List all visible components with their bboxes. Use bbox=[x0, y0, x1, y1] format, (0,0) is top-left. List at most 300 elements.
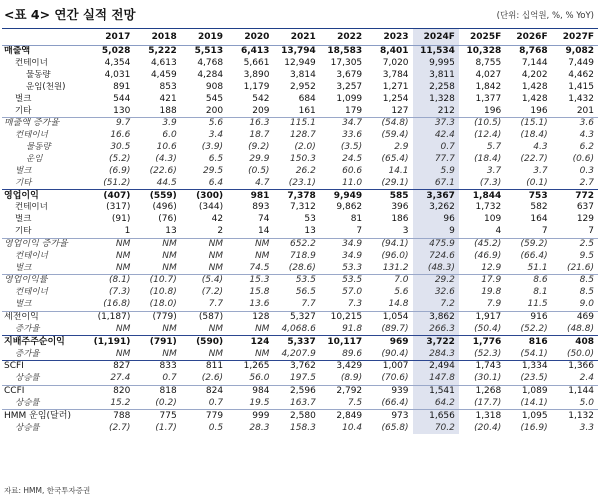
cell-value: 10.6 bbox=[156, 142, 177, 153]
cell-value: (65.4) bbox=[381, 154, 409, 165]
cell-value: NM bbox=[88, 238, 134, 250]
cell-value: 4.7 bbox=[255, 177, 270, 188]
row-label: 물동량 bbox=[26, 70, 51, 81]
cell-value: 1,271 bbox=[382, 81, 409, 92]
cell-value: 6,413 bbox=[227, 46, 273, 58]
cell-value: (4.3) bbox=[155, 154, 177, 165]
year-header: 2020 bbox=[227, 29, 273, 46]
row-label: 컨테이너 bbox=[15, 250, 48, 261]
cell-value: (7.3) bbox=[109, 287, 131, 298]
table-row bbox=[2, 214, 598, 226]
table-row bbox=[2, 82, 598, 94]
cell-value: (89.7) bbox=[381, 323, 409, 334]
cell-value: 9.5 bbox=[579, 250, 594, 261]
cell-value: 96 bbox=[413, 214, 459, 226]
cell-value: 30.5 bbox=[110, 142, 131, 153]
cell-value: 74 bbox=[257, 214, 270, 225]
cell-value: (45.2) bbox=[459, 238, 505, 250]
cell-value: 5,222 bbox=[134, 46, 180, 58]
table-row bbox=[2, 190, 598, 202]
cell-value: 1,656 bbox=[413, 410, 459, 422]
cell-value: 53.3 bbox=[342, 262, 363, 273]
cell-value: 1,144 bbox=[552, 385, 598, 397]
year-header: 2023 bbox=[366, 29, 412, 46]
cell-value: 1,428 bbox=[521, 81, 548, 92]
table-row bbox=[2, 202, 598, 214]
year-header: 2019 bbox=[181, 29, 227, 46]
table-row bbox=[2, 177, 598, 189]
cell-value: (779) bbox=[134, 311, 180, 323]
cell-value: 544 bbox=[113, 93, 131, 104]
cell-value: 74.5 bbox=[249, 262, 270, 273]
cell-value: 34.7 bbox=[320, 118, 366, 130]
table-row bbox=[2, 385, 598, 397]
cell-value: 3,262 bbox=[413, 202, 459, 214]
cell-value: NM bbox=[208, 323, 224, 334]
cell-value: (30.1) bbox=[474, 373, 502, 384]
cell-value: 4,068.6 bbox=[281, 323, 316, 334]
cell-value: 3,811 bbox=[413, 70, 459, 82]
cell-value: 853 bbox=[159, 81, 177, 92]
cell-value: 14.1 bbox=[388, 165, 409, 176]
cell-value: 7,144 bbox=[521, 58, 548, 69]
cell-value: 179 bbox=[344, 105, 363, 116]
cell-value: 15.2 bbox=[110, 397, 131, 408]
cell-value: 9 bbox=[413, 226, 459, 238]
cell-value: 4.3 bbox=[533, 142, 548, 153]
annual-earnings-table bbox=[2, 28, 598, 434]
table-row bbox=[2, 165, 598, 177]
row-label: 매출액 증가율 bbox=[2, 118, 88, 130]
cell-value: (791) bbox=[134, 336, 180, 348]
cell-value: 5.7 bbox=[486, 142, 502, 153]
table-row bbox=[2, 422, 598, 434]
cell-value: (16.8) bbox=[103, 299, 131, 310]
table-row bbox=[2, 70, 598, 82]
year-header: 2022 bbox=[320, 29, 366, 46]
cell-value: 3.9 bbox=[134, 118, 180, 130]
cell-value: (3.5) bbox=[340, 142, 363, 153]
cell-value: 24.5 bbox=[342, 154, 363, 165]
cell-value: 60.6 bbox=[342, 165, 363, 176]
cell-value: 7.7 bbox=[208, 299, 224, 310]
table-row bbox=[2, 250, 598, 262]
table-row bbox=[2, 323, 598, 335]
cell-value: 4,613 bbox=[150, 58, 177, 69]
cell-value: 128.7 bbox=[290, 130, 316, 141]
table-body bbox=[2, 46, 598, 435]
cell-value: NM bbox=[254, 348, 270, 359]
cell-value: 10.4 bbox=[342, 422, 363, 433]
cell-value: 1,428 bbox=[521, 93, 548, 104]
row-label: 벌크 bbox=[15, 299, 32, 310]
cell-value: (14.1) bbox=[520, 397, 548, 408]
cell-value: 4,459 bbox=[150, 70, 177, 81]
cell-value: 1,132 bbox=[552, 410, 598, 422]
cell-value: 2,580 bbox=[273, 410, 319, 422]
table-row bbox=[2, 336, 598, 348]
year-header: 2018 bbox=[134, 29, 180, 46]
row-label: 컨테이너 bbox=[15, 58, 48, 69]
cell-value: 209 bbox=[252, 105, 270, 116]
cell-value: (9.2) bbox=[248, 142, 270, 153]
cell-value: 1,265 bbox=[227, 360, 273, 372]
cell-value: 9,949 bbox=[320, 190, 366, 202]
row-label: 벌크 bbox=[15, 165, 32, 176]
cell-value: 53 bbox=[304, 214, 316, 225]
cell-value: 2 bbox=[217, 226, 224, 237]
cell-value: 13,794 bbox=[273, 46, 319, 58]
cell-value: 7 bbox=[356, 226, 363, 237]
cell-value: 718.9 bbox=[290, 250, 316, 261]
cell-value: 1,415 bbox=[568, 81, 594, 92]
cell-value: 4,207.9 bbox=[281, 348, 316, 359]
cell-value: 1,318 bbox=[459, 410, 505, 422]
row-label: 매출액 bbox=[2, 46, 88, 58]
cell-value: 469 bbox=[552, 311, 598, 323]
cell-value: (8.9) bbox=[340, 373, 363, 384]
cell-value: 5,513 bbox=[181, 46, 227, 58]
cell-value: 3.7 bbox=[486, 165, 502, 176]
cell-value: NM bbox=[162, 348, 177, 359]
cell-value: (10.8) bbox=[149, 287, 177, 298]
table-row bbox=[2, 58, 598, 70]
cell-value: NM bbox=[115, 250, 131, 261]
cell-value: 1 bbox=[124, 226, 131, 237]
cell-value: 188 bbox=[159, 105, 177, 116]
cell-value: 186 bbox=[391, 214, 409, 225]
cell-value: 13 bbox=[304, 226, 316, 237]
cell-value: (0.6) bbox=[572, 154, 594, 165]
row-label: 증가율 bbox=[15, 323, 40, 334]
cell-value: 7,312 bbox=[290, 202, 316, 213]
table-row bbox=[2, 130, 598, 142]
cell-value: (50.0) bbox=[566, 348, 594, 359]
cell-value: 4,284 bbox=[197, 70, 224, 81]
cell-value: 585 bbox=[366, 190, 412, 202]
cell-value: 824 bbox=[181, 385, 227, 397]
cell-value: 2,596 bbox=[273, 385, 319, 397]
cell-value: 196 bbox=[530, 105, 548, 116]
cell-value: 4.3 bbox=[579, 130, 594, 141]
cell-value: (496) bbox=[152, 202, 177, 213]
cell-value: (54.8) bbox=[366, 118, 412, 130]
cell-value: (20.4) bbox=[474, 422, 502, 433]
cell-value: 5,337 bbox=[273, 336, 319, 348]
cell-value: (28.6) bbox=[288, 262, 316, 273]
cell-value: 833 bbox=[134, 360, 180, 372]
cell-value: 7.5 bbox=[347, 397, 363, 408]
cell-value: NM bbox=[115, 262, 131, 273]
cell-value: 67.1 bbox=[413, 177, 459, 189]
cell-value: 8.6 bbox=[505, 275, 551, 287]
cell-value: 6.2 bbox=[579, 142, 594, 153]
cell-value: 16.3 bbox=[227, 118, 273, 130]
cell-value: 3.3 bbox=[579, 422, 594, 433]
cell-value: (70.6) bbox=[381, 373, 409, 384]
cell-value: (17.7) bbox=[474, 397, 502, 408]
row-label: 벌크 bbox=[15, 214, 32, 225]
cell-value: (1,187) bbox=[88, 311, 134, 323]
cell-value: 129 bbox=[576, 214, 594, 225]
table-row bbox=[2, 397, 598, 409]
cell-value: 8.1 bbox=[533, 287, 548, 298]
cell-value: 4 bbox=[495, 226, 502, 237]
cell-value: 5.6 bbox=[394, 287, 409, 298]
cell-value: 2.5 bbox=[552, 238, 598, 250]
cell-value: (5.2) bbox=[109, 154, 131, 165]
cell-value: 15.8 bbox=[249, 287, 270, 298]
cell-value: 19.8 bbox=[481, 287, 502, 298]
cell-value: 3.7 bbox=[533, 165, 548, 176]
cell-value: 5.0 bbox=[579, 397, 594, 408]
cell-value: NM bbox=[134, 238, 180, 250]
cell-value: 5.9 bbox=[413, 165, 459, 177]
cell-value: 11.0 bbox=[342, 177, 363, 188]
cell-value: 91.8 bbox=[342, 323, 363, 334]
cell-value: (65.8) bbox=[381, 422, 409, 433]
cell-value: (48.3) bbox=[413, 262, 459, 274]
table-row bbox=[2, 118, 598, 130]
cell-value: 684 bbox=[298, 93, 316, 104]
row-label: 컨테이너 bbox=[15, 202, 48, 213]
cell-value: (23.5) bbox=[520, 373, 548, 384]
cell-value: 1,268 bbox=[459, 385, 505, 397]
cell-value: 8,768 bbox=[505, 46, 551, 58]
cell-value: (50.4) bbox=[474, 323, 502, 334]
cell-value: 163.7 bbox=[290, 397, 316, 408]
cell-value: (18.4) bbox=[474, 154, 502, 165]
cell-value: 5,028 bbox=[88, 46, 134, 58]
cell-value: 3,862 bbox=[413, 311, 459, 323]
cell-value: 827 bbox=[88, 360, 134, 372]
cell-value: 816 bbox=[505, 336, 551, 348]
unit-note: (단위: 십억원, %, % YoY) bbox=[496, 11, 594, 21]
cell-value: 9.7 bbox=[88, 118, 134, 130]
cell-value: 0.3 bbox=[579, 165, 594, 176]
cell-value: 2,849 bbox=[320, 410, 366, 422]
cell-value: 10,215 bbox=[320, 311, 366, 323]
cell-value: (0.2) bbox=[155, 397, 177, 408]
cell-value: (2.6) bbox=[201, 373, 224, 384]
cell-value: (59.2) bbox=[505, 238, 551, 250]
row-label: 상승률 bbox=[15, 422, 40, 433]
cell-value: 652.2 bbox=[273, 238, 319, 250]
cell-value: 11,534 bbox=[413, 46, 459, 58]
cell-value: 3,367 bbox=[413, 190, 459, 202]
cell-value: 127 bbox=[391, 105, 409, 116]
cell-value: 64.2 bbox=[413, 397, 459, 409]
cell-value: 396 bbox=[391, 202, 409, 213]
cell-value: 8,755 bbox=[475, 58, 502, 69]
cell-value: 811 bbox=[181, 360, 227, 372]
cell-value: 753 bbox=[505, 190, 551, 202]
cell-value: 1,842 bbox=[475, 81, 502, 92]
cell-value: (15.1) bbox=[505, 118, 551, 130]
year-header: 2017 bbox=[88, 29, 134, 46]
cell-value: 3.6 bbox=[552, 118, 598, 130]
cell-value: 582 bbox=[530, 202, 548, 213]
cell-value: 775 bbox=[134, 410, 180, 422]
cell-value: 1,377 bbox=[475, 93, 502, 104]
cell-value: 33.6 bbox=[342, 130, 363, 141]
cell-value: (0.1) bbox=[526, 177, 548, 188]
cell-value: 0.5 bbox=[208, 422, 224, 433]
cell-value: (559) bbox=[134, 190, 180, 202]
cell-value: 26.2 bbox=[295, 165, 316, 176]
cell-value: 1,432 bbox=[568, 93, 594, 104]
cell-value: (96.0) bbox=[381, 250, 409, 261]
table-row bbox=[2, 238, 598, 250]
cell-value: 916 bbox=[505, 311, 551, 323]
cell-value: 3 bbox=[402, 226, 409, 237]
cell-value: 44.5 bbox=[156, 177, 177, 188]
cell-value: NM bbox=[162, 323, 177, 334]
cell-value: 201 bbox=[576, 105, 594, 116]
cell-value: 17.9 bbox=[459, 275, 505, 287]
cell-value: 37.3 bbox=[413, 118, 459, 130]
cell-value: 14 bbox=[257, 226, 270, 237]
table-row bbox=[2, 348, 598, 360]
cell-value: (52.3) bbox=[474, 348, 502, 359]
cell-value: 1,254 bbox=[382, 93, 409, 104]
cell-value: 779 bbox=[181, 410, 227, 422]
cell-value: NM bbox=[227, 238, 273, 250]
cell-value: 2,952 bbox=[290, 81, 316, 92]
cell-value: 161 bbox=[298, 105, 316, 116]
cell-value: 4,027 bbox=[475, 70, 502, 81]
year-header-forecast: 2027F bbox=[552, 29, 598, 46]
cell-value: (23.1) bbox=[288, 177, 316, 188]
cell-value: (90.4) bbox=[381, 348, 409, 359]
cell-value: 7,020 bbox=[382, 58, 409, 69]
cell-value: NM bbox=[115, 348, 131, 359]
cell-value: 3,679 bbox=[336, 70, 363, 81]
row-label: HMM 운임(달러) bbox=[2, 410, 88, 422]
row-label: 영업이익률 bbox=[2, 275, 88, 287]
cell-value: 0.7 bbox=[208, 397, 224, 408]
cell-value: 3.4 bbox=[208, 130, 224, 141]
cell-value: 16.6 bbox=[110, 130, 131, 141]
cell-value: 772 bbox=[552, 190, 598, 202]
cell-value: 5,661 bbox=[243, 58, 270, 69]
cell-value: 1,743 bbox=[459, 360, 505, 372]
cell-value: NM bbox=[115, 323, 131, 334]
cell-value: 10,328 bbox=[459, 46, 505, 58]
cell-value: 8.5 bbox=[579, 287, 594, 298]
cell-value: (18.4) bbox=[520, 130, 548, 141]
cell-value: 1,917 bbox=[459, 311, 505, 323]
cell-value: 908 bbox=[205, 81, 224, 92]
cell-value: (1.7) bbox=[155, 422, 177, 433]
cell-value: 788 bbox=[88, 410, 134, 422]
cell-value: 3,257 bbox=[336, 81, 363, 92]
cell-value: (2.7) bbox=[109, 422, 131, 433]
cell-value: 3,722 bbox=[413, 336, 459, 348]
cell-value: 42 bbox=[211, 214, 224, 225]
cell-value: (7.3) bbox=[479, 177, 502, 188]
cell-value: (0.5) bbox=[248, 165, 270, 176]
cell-value: 3,762 bbox=[273, 360, 319, 372]
cell-value: 893 bbox=[252, 202, 270, 213]
row-label: 지배주주순이익 bbox=[2, 336, 88, 348]
cell-value: 2,792 bbox=[320, 385, 366, 397]
cell-value: (10.7) bbox=[134, 275, 180, 287]
cell-value: 0.7 bbox=[162, 373, 177, 384]
cell-value: NM bbox=[254, 323, 270, 334]
cell-value: NM bbox=[208, 348, 224, 359]
cell-value: (407) bbox=[88, 190, 134, 202]
cell-value: (48.8) bbox=[566, 323, 594, 334]
year-header-row bbox=[2, 29, 598, 46]
table-row bbox=[2, 226, 598, 238]
cell-value: (66.4) bbox=[381, 397, 409, 408]
cell-value: 17,305 bbox=[330, 58, 363, 69]
table-row bbox=[2, 154, 598, 166]
cell-value: (54.1) bbox=[520, 348, 548, 359]
cell-value: 7 bbox=[541, 226, 548, 237]
cell-value: NM bbox=[208, 262, 224, 273]
row-label: 기타 bbox=[15, 105, 32, 116]
cell-value: 51.1 bbox=[527, 262, 548, 273]
cell-value: 70.2 bbox=[413, 422, 459, 434]
table-row bbox=[2, 311, 598, 323]
table-row bbox=[2, 142, 598, 154]
cell-value: 6.4 bbox=[208, 177, 224, 188]
cell-value: 18,583 bbox=[320, 46, 366, 58]
row-label: SCFI bbox=[2, 360, 88, 372]
source-note: 자료: HMM, 한국투자증권 bbox=[4, 486, 91, 495]
table-row bbox=[2, 373, 598, 385]
cell-value: 4,768 bbox=[197, 58, 224, 69]
cell-value: (51.2) bbox=[103, 177, 131, 188]
cell-value: (16.9) bbox=[520, 422, 548, 433]
cell-value: 42.4 bbox=[413, 130, 459, 142]
year-header: 2021 bbox=[273, 29, 319, 46]
cell-value: 6.5 bbox=[208, 154, 224, 165]
cell-value: 1,366 bbox=[552, 360, 598, 372]
table-row bbox=[2, 275, 598, 287]
cell-value: 7.3 bbox=[347, 299, 363, 310]
cell-value: 475.9 bbox=[413, 238, 459, 250]
cell-value: 7.2 bbox=[413, 299, 459, 311]
cell-value: 29.5 bbox=[203, 165, 224, 176]
cell-value: 1,844 bbox=[459, 190, 505, 202]
cell-value: (1,191) bbox=[88, 336, 134, 348]
cell-value: 147.8 bbox=[413, 373, 459, 385]
table-row bbox=[2, 105, 598, 117]
cell-value: NM bbox=[162, 250, 177, 261]
cell-value: 1,732 bbox=[475, 202, 502, 213]
cell-value: 969 bbox=[366, 336, 412, 348]
cell-value: 34.9 bbox=[342, 250, 363, 261]
cell-value: 196 bbox=[484, 105, 502, 116]
cell-value: 34.9 bbox=[320, 238, 366, 250]
cell-value: 1,099 bbox=[336, 93, 363, 104]
cell-value: 12.9 bbox=[481, 262, 502, 273]
cell-value: 1,089 bbox=[505, 385, 551, 397]
table-row bbox=[2, 262, 598, 274]
cell-value: (300) bbox=[181, 190, 227, 202]
cell-value: 984 bbox=[227, 385, 273, 397]
cell-value: (91) bbox=[111, 214, 131, 225]
cell-value: 999 bbox=[227, 410, 273, 422]
cell-value: 7.0 bbox=[366, 275, 412, 287]
cell-value: 12,949 bbox=[284, 58, 316, 69]
cell-value: 2.4 bbox=[579, 373, 594, 384]
cell-value: NM bbox=[208, 250, 224, 261]
cell-value: 1,541 bbox=[413, 385, 459, 397]
